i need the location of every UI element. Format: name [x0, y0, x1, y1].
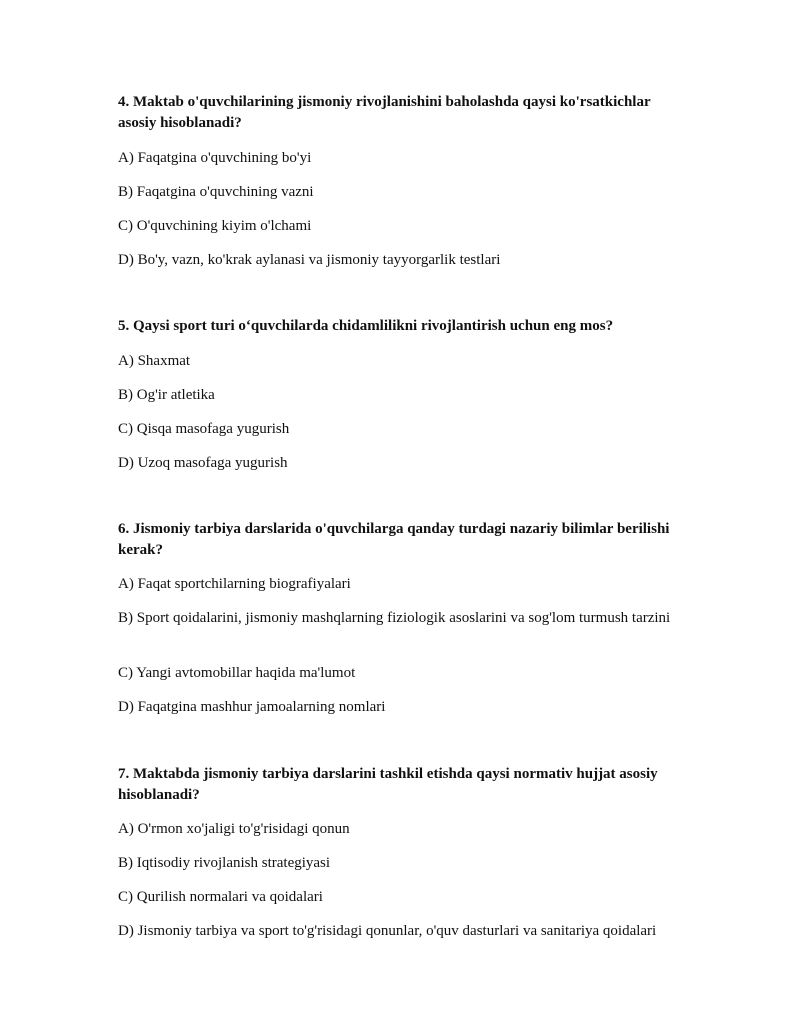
- option-d: D) Uzoq masofaga yugurish: [118, 455, 288, 471]
- question-7: [118, 764, 688, 939]
- option-a: A) Shaxmat: [118, 353, 191, 369]
- question-4: [118, 92, 688, 268]
- option-a: A) Faqat sportchilarning biografiyalari: [118, 576, 351, 592]
- question-title: 4. Maktab o'quvchilarining jismoniy rivojlanishini baholashda qaysi ko'rsatkichlar asosiy hisoblanadi?: [118, 94, 651, 131]
- option-b: B) Iqtisodiy rivojlanish strategiyasi: [118, 855, 331, 871]
- question-title: 6. Jismoniy tarbiya darslarida o'quvchilarga qanday turdagi nazariy bilimlar berilishi kerak?: [118, 521, 670, 558]
- option-c: C) Yangi avtomobillar haqida ma'lumot: [118, 665, 356, 681]
- option-b: B) Faqatgina o'quvchining vazni: [118, 184, 314, 200]
- option-c: C) Qisqa masofaga yugurish: [118, 421, 290, 437]
- option-d: D) Bo'y, vazn, ko'krak aylanasi va jismoniy tayyorgarlik testlari: [118, 252, 501, 268]
- option-a: A) O'rmon xo'jaligi to'g'risidagi qonun: [118, 821, 350, 837]
- option-c: C) Qurilish normalari va qoidalari: [118, 889, 323, 905]
- option-b: B) Sport qoidalarini, jismoniy mashqlarning fiziologik asoslarini va sog'lom turmush tarzini: [118, 610, 671, 626]
- question-title: 5. Qaysi sport turi oʻquvchilarda chidamlilikni rivojlantirish uchun eng mos?: [118, 318, 614, 334]
- question-title: 7. Maktabda jismoniy tarbiya darslarini tashkil etishda qaysi normativ hujjat asosiy hisoblanadi?: [118, 766, 658, 803]
- question-5: [118, 316, 688, 471]
- option-d: D) Faqatgina mashhur jamoalarning nomlari: [118, 699, 386, 715]
- option-b: B) Og'ir atletika: [118, 387, 215, 403]
- option-a: A) Faqatgina o'quvchining bo'yi: [118, 150, 312, 166]
- option-c: C) O'quvchining kiyim o'lchami: [118, 218, 312, 234]
- question-6: [118, 519, 688, 715]
- option-d: D) Jismoniy tarbiya va sport to'g'risidagi qonunlar, o'quv dasturlari va sanitariya qoidalari: [118, 923, 657, 939]
